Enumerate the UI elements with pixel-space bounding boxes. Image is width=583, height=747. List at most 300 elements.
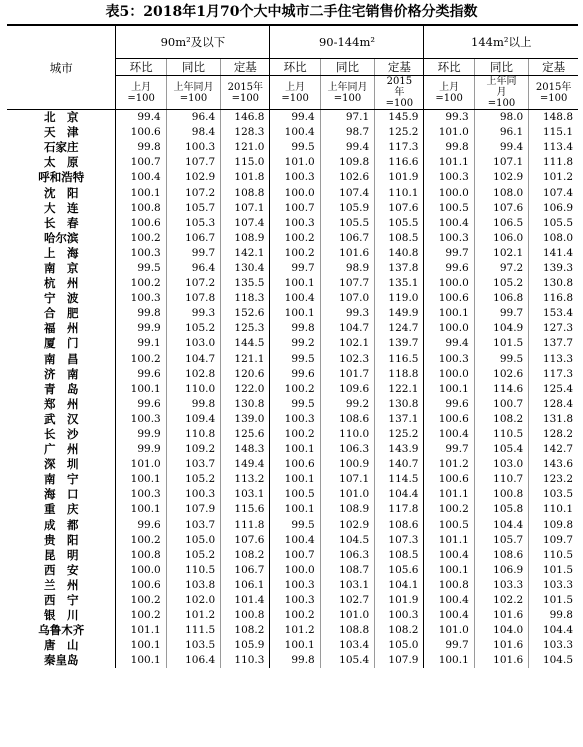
index-value: 101.0 (270, 155, 320, 170)
index-value: 98.7 (320, 125, 374, 140)
index-value: 100.0 (116, 563, 166, 578)
index-value: 96.4 (166, 261, 220, 276)
index-value: 100.4 (424, 427, 474, 442)
index-value: 101.7 (320, 367, 374, 382)
index-value: 100.1 (270, 306, 320, 321)
index-value: 125.3 (221, 321, 270, 336)
index-value: 99.7 (424, 638, 474, 653)
table-row (7, 457, 578, 472)
index-value: 100.4 (116, 170, 166, 185)
index-value: 98.9 (320, 261, 374, 276)
index-value: 99.7 (270, 261, 320, 276)
table-row (7, 110, 578, 126)
index-value: 148.8 (529, 110, 578, 126)
index-value: 100.1 (424, 382, 474, 397)
index-value: 110.5 (529, 548, 578, 563)
index-value: 100.1 (116, 472, 166, 487)
index-value: 100.8 (116, 201, 166, 216)
index-value: 122.0 (221, 382, 270, 397)
city-column-header: 城市 (7, 25, 116, 110)
index-value: 108.7 (320, 563, 374, 578)
index-value: 99.4 (270, 110, 320, 126)
index-value: 117.3 (375, 140, 424, 155)
index-value: 106.0 (474, 231, 528, 246)
index-value: 115.6 (221, 502, 270, 517)
index-value: 139.0 (221, 412, 270, 427)
index-value: 115.0 (221, 155, 270, 170)
index-value: 106.7 (166, 231, 220, 246)
index-value: 107.1 (320, 472, 374, 487)
index-value: 101.5 (529, 563, 578, 578)
index-value: 105.8 (474, 502, 528, 517)
index-value: 135.5 (221, 276, 270, 291)
index-value: 100.8 (221, 608, 270, 623)
index-value: 100.2 (116, 231, 166, 246)
index-value: 99.2 (270, 336, 320, 351)
index-value: 100.1 (116, 185, 166, 200)
city-name: 乌鲁木齐 (7, 623, 116, 638)
index-value: 153.4 (529, 306, 578, 321)
index-value: 107.9 (375, 653, 424, 668)
index-value: 108.2 (375, 623, 424, 638)
index-value: 118.8 (375, 367, 424, 382)
index-value: 100.0 (424, 321, 474, 336)
index-value: 108.2 (221, 623, 270, 638)
index-value: 99.6 (424, 397, 474, 412)
table-row (7, 291, 578, 306)
index-value: 107.2 (166, 185, 220, 200)
index-value: 100.2 (116, 276, 166, 291)
index-value: 140.7 (375, 457, 424, 472)
index-value: 105.7 (166, 201, 220, 216)
index-value: 100.6 (424, 412, 474, 427)
index-value: 104.4 (474, 518, 528, 533)
index-value: 118.3 (221, 291, 270, 306)
index-value: 110.1 (375, 185, 424, 200)
index-value: 100.3 (270, 412, 320, 427)
index-value: 100.4 (270, 125, 320, 140)
table-row (7, 397, 578, 412)
table-row (7, 412, 578, 427)
table-row (7, 367, 578, 382)
index-value: 100.4 (424, 593, 474, 608)
index-value: 101.2 (270, 623, 320, 638)
table-row (7, 170, 578, 185)
index-value: 102.6 (474, 367, 528, 382)
city-name: 唐 山 (7, 638, 116, 653)
city-name: 石家庄 (7, 140, 116, 155)
index-value: 108.8 (320, 623, 374, 638)
table-row (7, 472, 578, 487)
index-value: 100.2 (424, 502, 474, 517)
subhead-mom: 环比 (424, 59, 474, 76)
index-value: 146.8 (221, 110, 270, 126)
index-value: 113.3 (529, 352, 578, 367)
index-value: 100.6 (424, 291, 474, 306)
index-value: 100.6 (424, 472, 474, 487)
index-value: 135.1 (375, 276, 424, 291)
index-value: 152.6 (221, 306, 270, 321)
index-value: 109.4 (166, 412, 220, 427)
index-value: 99.3 (166, 306, 220, 321)
table-row (7, 201, 578, 216)
index-value: 103.1 (320, 578, 374, 593)
index-value: 103.3 (529, 578, 578, 593)
basis-label: 2015 年 =100 (375, 76, 424, 110)
index-value: 104.4 (529, 623, 578, 638)
city-name: 合 肥 (7, 306, 116, 321)
index-value: 108.0 (474, 185, 528, 200)
index-value: 99.4 (320, 140, 374, 155)
index-value: 101.4 (221, 593, 270, 608)
index-value: 102.9 (474, 170, 528, 185)
index-value: 101.8 (221, 170, 270, 185)
index-value: 99.7 (424, 442, 474, 457)
index-value: 100.1 (116, 638, 166, 653)
table-row (7, 563, 578, 578)
index-value: 107.4 (320, 185, 374, 200)
index-value: 116.5 (375, 352, 424, 367)
index-value: 100.2 (116, 533, 166, 548)
index-value: 104.5 (529, 653, 578, 668)
table-row (7, 231, 578, 246)
index-value: 114.5 (375, 472, 424, 487)
index-value: 99.4 (116, 110, 166, 126)
index-value: 106.7 (221, 563, 270, 578)
city-name: 太 原 (7, 155, 116, 170)
table-row (7, 442, 578, 457)
index-value: 99.5 (270, 518, 320, 533)
index-value: 128.3 (221, 125, 270, 140)
table-row (7, 382, 578, 397)
subhead-fixed: 定基 (529, 59, 578, 76)
index-value: 99.4 (474, 140, 528, 155)
table-row (7, 518, 578, 533)
city-name: 北 京 (7, 110, 116, 126)
index-value: 105.5 (375, 216, 424, 231)
index-value: 102.1 (320, 336, 374, 351)
index-value: 102.7 (320, 593, 374, 608)
index-value: 107.4 (221, 216, 270, 231)
index-value: 99.5 (116, 261, 166, 276)
table-row (7, 216, 578, 231)
index-value: 104.1 (375, 578, 424, 593)
table-row (7, 502, 578, 517)
index-value: 99.8 (166, 397, 220, 412)
index-value: 144.5 (221, 336, 270, 351)
index-value: 110.7 (474, 472, 528, 487)
index-value: 100.5 (424, 518, 474, 533)
index-value: 107.8 (166, 291, 220, 306)
table-row (7, 638, 578, 653)
table-row (7, 246, 578, 261)
index-value: 100.7 (270, 548, 320, 563)
table-row (7, 653, 578, 668)
index-value: 105.4 (320, 653, 374, 668)
index-value: 101.6 (474, 653, 528, 668)
index-value: 110.3 (221, 653, 270, 668)
basis-label: 2015年 =100 (221, 76, 270, 110)
index-value: 140.8 (375, 246, 424, 261)
index-value: 100.8 (474, 487, 528, 502)
index-value: 99.8 (116, 140, 166, 155)
index-value: 100.2 (270, 382, 320, 397)
index-value: 100.8 (424, 578, 474, 593)
index-value: 98.4 (166, 125, 220, 140)
basis-label: 上月 =100 (116, 76, 166, 110)
index-value: 100.3 (375, 608, 424, 623)
index-value: 121.0 (221, 140, 270, 155)
group-header-small: 90m²及以下 (116, 25, 270, 59)
index-value: 100.0 (424, 367, 474, 382)
index-value: 100.4 (424, 548, 474, 563)
index-value: 100.6 (116, 125, 166, 140)
index-value: 113.4 (529, 140, 578, 155)
city-name: 呼和浩特 (7, 170, 116, 185)
index-value: 104.4 (375, 487, 424, 502)
index-value: 101.0 (320, 608, 374, 623)
index-value: 111.8 (529, 155, 578, 170)
index-value: 142.1 (221, 246, 270, 261)
subhead-yoy: 同比 (474, 59, 528, 76)
index-value: 108.6 (375, 518, 424, 533)
basis-label: 上月 =100 (424, 76, 474, 110)
index-value: 100.0 (270, 563, 320, 578)
subhead-mom: 环比 (270, 59, 320, 76)
city-name: 哈尔滨 (7, 231, 116, 246)
subhead-mom: 环比 (116, 59, 166, 76)
index-value: 104.5 (320, 533, 374, 548)
city-name: 西 宁 (7, 593, 116, 608)
index-value: 100.0 (270, 185, 320, 200)
index-value: 100.2 (270, 231, 320, 246)
index-value: 130.8 (529, 276, 578, 291)
index-value: 101.2 (166, 608, 220, 623)
index-value: 100.3 (166, 140, 220, 155)
city-name: 天 津 (7, 125, 116, 140)
index-value: 100.7 (474, 397, 528, 412)
table-row (7, 306, 578, 321)
index-value: 99.9 (116, 427, 166, 442)
subhead-fixed: 定基 (375, 59, 424, 76)
city-name: 深 圳 (7, 457, 116, 472)
index-value: 100.1 (424, 563, 474, 578)
index-value: 105.0 (166, 533, 220, 548)
index-value: 100.7 (116, 155, 166, 170)
index-value: 102.6 (320, 170, 374, 185)
index-value: 100.3 (116, 291, 166, 306)
city-name: 南 昌 (7, 352, 116, 367)
index-value: 111.8 (221, 518, 270, 533)
index-value: 100.1 (116, 502, 166, 517)
city-name: 上 海 (7, 246, 116, 261)
index-value: 127.3 (529, 321, 578, 336)
index-value: 106.1 (221, 578, 270, 593)
group-header-large: 144m²以上 (424, 25, 578, 59)
index-value: 99.5 (270, 352, 320, 367)
index-value: 107.6 (474, 201, 528, 216)
table-row (7, 140, 578, 155)
index-value: 107.1 (221, 201, 270, 216)
city-name: 贵 阳 (7, 533, 116, 548)
index-value: 100.4 (424, 608, 474, 623)
index-value: 116.6 (375, 155, 424, 170)
index-value: 96.4 (166, 110, 220, 126)
index-value: 100.8 (116, 548, 166, 563)
index-value: 103.3 (474, 578, 528, 593)
index-value: 100.3 (166, 487, 220, 502)
index-value: 115.1 (529, 125, 578, 140)
city-name: 厦 门 (7, 336, 116, 351)
index-value: 109.8 (529, 518, 578, 533)
index-value: 106.8 (474, 291, 528, 306)
index-value: 137.8 (375, 261, 424, 276)
index-value: 100.2 (270, 427, 320, 442)
index-value: 109.8 (320, 155, 374, 170)
index-value: 110.8 (166, 427, 220, 442)
index-value: 100.1 (116, 653, 166, 668)
city-name: 西 安 (7, 563, 116, 578)
index-value: 102.9 (166, 170, 220, 185)
index-value: 106.7 (320, 231, 374, 246)
index-value: 110.0 (320, 427, 374, 442)
index-value: 139.7 (375, 336, 424, 351)
index-value: 99.2 (320, 397, 374, 412)
index-value: 117.8 (375, 502, 424, 517)
index-value: 100.2 (270, 246, 320, 261)
index-value: 99.8 (116, 306, 166, 321)
index-value: 109.2 (166, 442, 220, 457)
index-value: 101.2 (529, 170, 578, 185)
table-row (7, 533, 578, 548)
index-value: 100.3 (424, 352, 474, 367)
index-value: 142.7 (529, 442, 578, 457)
table-row (7, 352, 578, 367)
index-value: 100.1 (270, 276, 320, 291)
index-value: 99.5 (270, 140, 320, 155)
index-value: 111.5 (166, 623, 220, 638)
table-row (7, 578, 578, 593)
index-value: 128.4 (529, 397, 578, 412)
index-value: 107.9 (166, 502, 220, 517)
index-value: 106.5 (474, 216, 528, 231)
index-value: 102.0 (166, 593, 220, 608)
index-value: 124.7 (375, 321, 424, 336)
index-value: 101.9 (375, 170, 424, 185)
index-value: 101.6 (320, 246, 374, 261)
index-value: 100.3 (116, 487, 166, 502)
city-name: 银 川 (7, 608, 116, 623)
index-value: 108.2 (474, 412, 528, 427)
index-value: 108.2 (221, 548, 270, 563)
index-value: 108.6 (474, 548, 528, 563)
index-value: 99.8 (424, 140, 474, 155)
index-value: 101.2 (424, 457, 474, 472)
index-value: 99.3 (320, 306, 374, 321)
index-value: 101.6 (474, 608, 528, 623)
index-value: 100.5 (270, 487, 320, 502)
table-row (7, 276, 578, 291)
index-value: 108.9 (221, 231, 270, 246)
index-value: 105.9 (221, 638, 270, 653)
table-row (7, 608, 578, 623)
table-body (7, 110, 578, 669)
index-value: 104.7 (166, 352, 220, 367)
index-value: 105.3 (166, 216, 220, 231)
index-value: 99.9 (116, 321, 166, 336)
index-value: 149.4 (221, 457, 270, 472)
city-name: 武 汉 (7, 412, 116, 427)
index-value: 106.9 (474, 563, 528, 578)
city-name: 大 连 (7, 201, 116, 216)
index-value: 101.9 (375, 593, 424, 608)
index-value: 125.4 (529, 382, 578, 397)
index-value: 100.3 (424, 231, 474, 246)
index-value: 114.6 (474, 382, 528, 397)
city-name: 昆 明 (7, 548, 116, 563)
index-value: 130.8 (221, 397, 270, 412)
index-value: 101.0 (116, 457, 166, 472)
index-value: 105.5 (320, 216, 374, 231)
index-value: 106.3 (320, 548, 374, 563)
city-name: 南 京 (7, 261, 116, 276)
index-value: 99.3 (424, 110, 474, 126)
index-value: 123.2 (529, 472, 578, 487)
index-value: 99.5 (270, 397, 320, 412)
index-value: 99.6 (270, 367, 320, 382)
subhead-fixed: 定基 (221, 59, 270, 76)
index-value: 119.0 (375, 291, 424, 306)
index-value: 110.5 (474, 427, 528, 442)
index-value: 100.6 (116, 578, 166, 593)
index-value: 99.8 (270, 321, 320, 336)
index-value: 101.0 (320, 487, 374, 502)
index-value: 109.7 (529, 533, 578, 548)
group-header-medium: 90-144m² (270, 25, 424, 59)
index-value: 100.3 (270, 578, 320, 593)
index-value: 100.4 (270, 291, 320, 306)
index-value: 99.6 (116, 367, 166, 382)
index-value: 100.0 (424, 276, 474, 291)
index-value: 105.2 (166, 548, 220, 563)
index-value: 105.0 (375, 638, 424, 653)
index-value: 131.8 (529, 412, 578, 427)
index-value: 137.7 (529, 336, 578, 351)
index-value: 103.7 (166, 518, 220, 533)
city-name: 宁 波 (7, 291, 116, 306)
index-value: 107.6 (375, 201, 424, 216)
index-value: 99.6 (424, 261, 474, 276)
table-row (7, 261, 578, 276)
index-value: 100.2 (116, 352, 166, 367)
index-value: 130.8 (375, 397, 424, 412)
index-value: 143.9 (375, 442, 424, 457)
index-value: 100.2 (270, 608, 320, 623)
index-value: 104.7 (320, 321, 374, 336)
index-value: 103.0 (474, 457, 528, 472)
index-value: 97.2 (474, 261, 528, 276)
index-value: 100.1 (270, 502, 320, 517)
index-value: 100.1 (424, 653, 474, 668)
index-value: 101.1 (116, 623, 166, 638)
table-title: 表5：2018年1月70个大中城市二手住宅销售价格分类指数 (105, 4, 478, 20)
index-value: 103.5 (529, 487, 578, 502)
index-value: 102.2 (474, 593, 528, 608)
basis-label: 上年同 月 =100 (474, 76, 528, 110)
index-value: 107.1 (474, 155, 528, 170)
index-value: 107.7 (320, 276, 374, 291)
index-value: 122.1 (375, 382, 424, 397)
